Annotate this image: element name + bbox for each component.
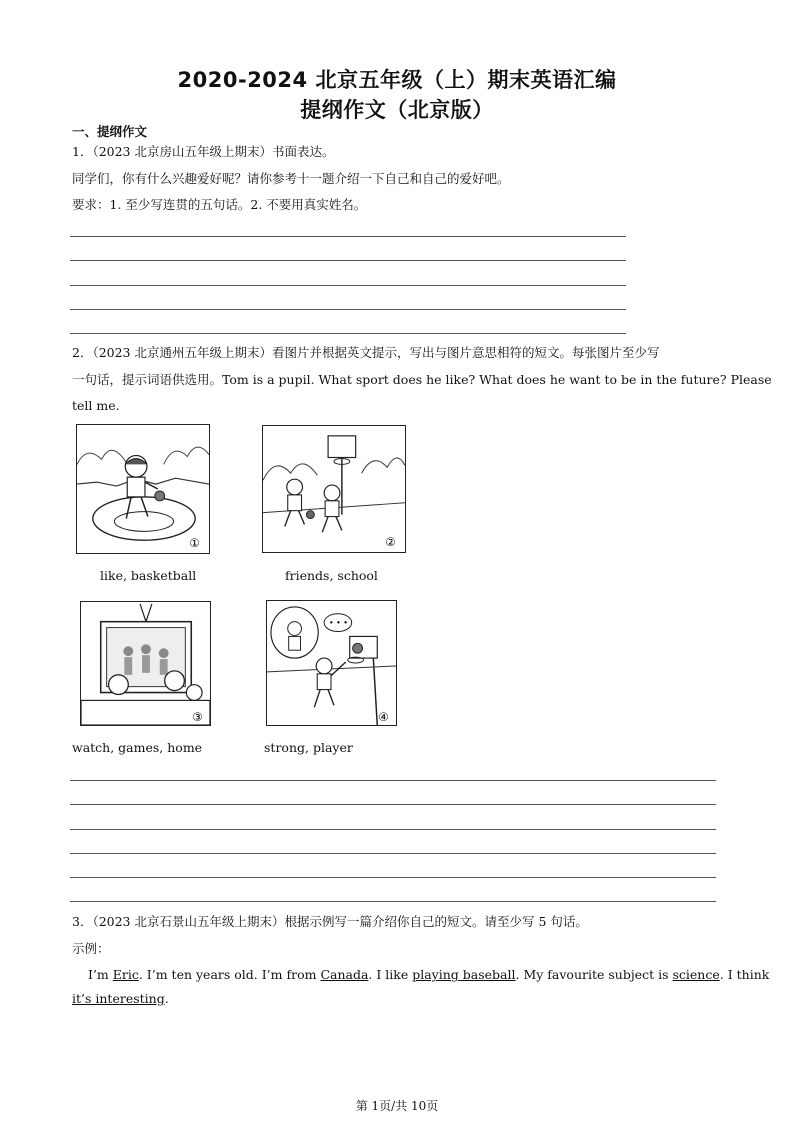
- picture-2-caption: friends, school: [285, 568, 378, 583]
- example-subject: science: [672, 967, 720, 982]
- picture-number: ③: [192, 710, 203, 725]
- picture-3-watching-tv: [80, 601, 211, 726]
- q1-prompt: 同学们，你有什么兴趣爱好呢？请你参考十一题介绍一下自己和自己的爱好吧。: [72, 171, 510, 186]
- section-heading: 一、提纲作文: [72, 124, 148, 139]
- answer-line[interactable]: [70, 901, 716, 902]
- q1-header: 1．（2023 北京房山五年级上期末）书面表达。: [72, 144, 335, 159]
- example-country: Canada: [320, 967, 369, 982]
- document-title-line-1: 2020-2024 北京五年级（上）期末英语汇编: [177, 68, 617, 92]
- q2-prompt-end: tell me.: [72, 398, 120, 413]
- picture-number: ④: [378, 710, 389, 725]
- answer-line[interactable]: [70, 780, 716, 781]
- picture-4-caption: strong, player: [264, 740, 353, 755]
- page-number: 第 1页/共 10页: [355, 1099, 439, 1113]
- answer-line[interactable]: [70, 309, 626, 310]
- picture-2-school-court: [262, 425, 406, 553]
- picture-number: ①: [189, 536, 200, 551]
- example-hobby: playing baseball: [412, 967, 516, 982]
- answer-line[interactable]: [70, 877, 716, 878]
- friends-playing-illustration: [263, 426, 405, 552]
- watching-games-illustration: [81, 602, 210, 725]
- q1-requirements: 要求：1. 至少写连贯的五句话。2. 不要用真实姓名。: [72, 197, 367, 212]
- document-title-line-2: 提纲作文（北京版）: [300, 98, 494, 122]
- picture-4-dream-player: [266, 600, 397, 726]
- answer-line[interactable]: [70, 236, 626, 237]
- q2-prompt: 一句话，提示词语供选用。Tom is a pupil. What sport does he like? What does he want to be in the future? Please: [72, 372, 772, 387]
- q2-header: 2．（2023 北京通州五年级上期末）看图片并根据英文提示，写出与图片意思相符的短文。每张图片至少写: [72, 345, 660, 360]
- answer-line[interactable]: [70, 285, 626, 286]
- svg-text:• • •: • • •: [329, 618, 348, 628]
- picture-3-caption: watch, games, home: [72, 740, 203, 755]
- picture-number: ②: [385, 535, 396, 550]
- q3-example-line-2: it’s interesting.: [72, 991, 169, 1006]
- strong-player-illustration: [267, 601, 396, 725]
- answer-line[interactable]: [70, 333, 626, 334]
- answer-line[interactable]: [70, 853, 716, 854]
- example-name: Eric: [112, 967, 139, 982]
- q3-example-label: 示例：: [72, 941, 110, 956]
- answer-line[interactable]: [70, 260, 626, 261]
- q3-example-line-1: I’m Eric. I’m ten years old. I’m from Canada. I like playing baseball. My favourite subject is science. I think: [88, 967, 770, 982]
- answer-line[interactable]: [70, 804, 716, 805]
- example-opinion: it’s interesting: [72, 991, 165, 1006]
- answer-line[interactable]: [70, 829, 716, 830]
- picture-1-caption: like, basketball: [100, 568, 197, 583]
- picture-1-basketball-court: [76, 424, 210, 554]
- q3-header: 3．（2023 北京石景山五年级上期末）根据示例写一篇介绍你自己的短文。请至少写 5 句话。: [72, 914, 588, 929]
- boy-dribbling-illustration: [77, 425, 209, 553]
